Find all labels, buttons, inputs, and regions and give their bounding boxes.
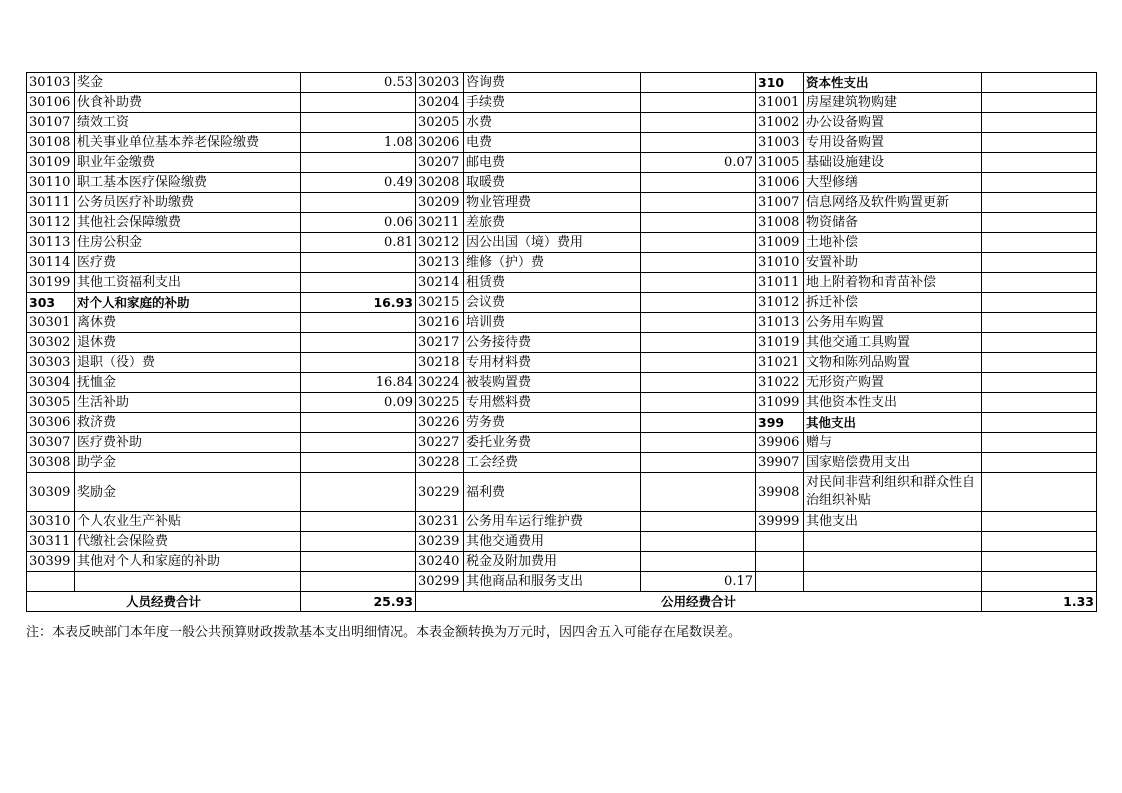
- item-name: 物业管理费: [464, 193, 641, 213]
- table-row: [27, 193, 1097, 213]
- item-code: 31007: [756, 193, 804, 213]
- item-amount: [641, 512, 756, 532]
- item-code: 30106: [27, 93, 75, 113]
- item-name: 物资储备: [804, 213, 982, 233]
- item-name: 退职（役）费: [75, 353, 301, 373]
- item-name: 对个人和家庭的补助: [75, 293, 301, 313]
- item-code: 30199: [27, 273, 75, 293]
- item-name: 公务用车购置: [804, 313, 982, 333]
- item-name: 救济费: [75, 413, 301, 433]
- item-amount: [982, 93, 1097, 113]
- item-amount: [982, 532, 1097, 552]
- item-name: 被装购置费: [464, 373, 641, 393]
- item-code: 30206: [416, 133, 464, 153]
- item-name: 伙食补助费: [75, 93, 301, 113]
- item-code: 31099: [756, 393, 804, 413]
- item-name: 其他对个人和家庭的补助: [75, 552, 301, 572]
- item-amount: [301, 113, 416, 133]
- item-name: 机关事业单位基本养老保险缴费: [75, 133, 301, 153]
- item-name: 土地补偿: [804, 233, 982, 253]
- item-name: 个人农业生产补贴: [75, 512, 301, 532]
- table-row: [27, 373, 1097, 393]
- item-amount: [982, 173, 1097, 193]
- item-code: 399: [756, 413, 804, 433]
- item-amount: [641, 453, 756, 473]
- item-code: [756, 572, 804, 592]
- item-amount: [641, 273, 756, 293]
- item-amount: [301, 333, 416, 353]
- item-amount: [641, 133, 756, 153]
- item-name: 离休费: [75, 313, 301, 333]
- item-name: 专用设备购置: [804, 133, 982, 153]
- item-amount: [982, 473, 1097, 512]
- item-code: 30239: [416, 532, 464, 552]
- item-code: [756, 532, 804, 552]
- table-row: [27, 433, 1097, 453]
- item-name: 工会经费: [464, 453, 641, 473]
- item-code: 30299: [416, 572, 464, 592]
- item-amount: [301, 313, 416, 333]
- item-name: 培训费: [464, 313, 641, 333]
- item-name: 税金及附加费用: [464, 552, 641, 572]
- item-amount: [301, 353, 416, 373]
- item-name: 水费: [464, 113, 641, 133]
- item-name: 对民间非营利组织和群众性自治组织补贴: [804, 473, 982, 512]
- item-code: 30240: [416, 552, 464, 572]
- item-code: [27, 572, 75, 592]
- item-code: 30203: [416, 73, 464, 93]
- table-row: [27, 293, 1097, 313]
- item-code: 30204: [416, 93, 464, 113]
- item-name: 绩效工资: [75, 113, 301, 133]
- item-code: 30218: [416, 353, 464, 373]
- item-amount: 0.53: [301, 73, 416, 93]
- table-row: [27, 213, 1097, 233]
- item-name: 基础设施建设: [804, 153, 982, 173]
- item-name: 其他社会保障缴费: [75, 213, 301, 233]
- item-code: 31008: [756, 213, 804, 233]
- item-amount: [641, 73, 756, 93]
- item-name: 无形资产购置: [804, 373, 982, 393]
- item-name: 劳务费: [464, 413, 641, 433]
- item-code: 30212: [416, 233, 464, 253]
- item-name: 会议费: [464, 293, 641, 313]
- item-code: 303: [27, 293, 75, 313]
- item-amount: [982, 113, 1097, 133]
- item-name: 福利费: [464, 473, 641, 512]
- table-row: [27, 572, 1097, 592]
- item-code: 31006: [756, 173, 804, 193]
- item-name: 邮电费: [464, 153, 641, 173]
- item-amount: [301, 93, 416, 113]
- item-code: 30231: [416, 512, 464, 532]
- item-code: 31005: [756, 153, 804, 173]
- item-code: 31022: [756, 373, 804, 393]
- item-code: 31003: [756, 133, 804, 153]
- table-row: [27, 233, 1097, 253]
- item-code: 30224: [416, 373, 464, 393]
- item-code: 30211: [416, 213, 464, 233]
- item-name: [804, 552, 982, 572]
- item-amount: [641, 93, 756, 113]
- item-code: 30213: [416, 253, 464, 273]
- item-amount: [301, 552, 416, 572]
- item-name: 其他工资福利支出: [75, 273, 301, 293]
- item-code: 30302: [27, 333, 75, 353]
- table-row: [27, 153, 1097, 173]
- item-amount: 16.93: [301, 293, 416, 313]
- table-row: [27, 113, 1097, 133]
- item-name: 职业年金缴费: [75, 153, 301, 173]
- item-amount: [982, 253, 1097, 273]
- item-amount: [982, 393, 1097, 413]
- item-code: 31001: [756, 93, 804, 113]
- item-code: 31002: [756, 113, 804, 133]
- item-code: 30227: [416, 433, 464, 453]
- item-code: 31011: [756, 273, 804, 293]
- item-amount: [301, 512, 416, 532]
- item-code: 30109: [27, 153, 75, 173]
- item-amount: [982, 133, 1097, 153]
- item-name: 退休费: [75, 333, 301, 353]
- item-code: 30217: [416, 333, 464, 353]
- item-name: 取暖费: [464, 173, 641, 193]
- item-code: 39907: [756, 453, 804, 473]
- item-amount: [301, 193, 416, 213]
- table-row: [27, 133, 1097, 153]
- item-amount: [641, 233, 756, 253]
- item-code: 39999: [756, 512, 804, 532]
- item-name: 拆迁补偿: [804, 293, 982, 313]
- table-row: [27, 173, 1097, 193]
- item-amount: [301, 453, 416, 473]
- item-amount: 0.81: [301, 233, 416, 253]
- item-amount: 0.09: [301, 393, 416, 413]
- item-amount: [301, 433, 416, 453]
- item-code: 30309: [27, 473, 75, 512]
- item-amount: [982, 213, 1097, 233]
- item-code: 30209: [416, 193, 464, 213]
- item-name: 租赁费: [464, 273, 641, 293]
- table-row: [27, 473, 1097, 512]
- item-amount: [301, 273, 416, 293]
- table-row: [27, 73, 1097, 93]
- item-amount: [982, 552, 1097, 572]
- item-amount: [641, 413, 756, 433]
- item-name: 差旅费: [464, 213, 641, 233]
- item-amount: 16.84: [301, 373, 416, 393]
- item-amount: [641, 313, 756, 333]
- item-code: 39908: [756, 473, 804, 512]
- item-amount: 0.06: [301, 213, 416, 233]
- item-code: 31010: [756, 253, 804, 273]
- item-amount: [641, 373, 756, 393]
- item-code: 30107: [27, 113, 75, 133]
- item-amount: [982, 273, 1097, 293]
- table-body: [27, 73, 1097, 592]
- item-name: 地上附着物和青苗补偿: [804, 273, 982, 293]
- item-code: 30310: [27, 512, 75, 532]
- item-amount: [982, 233, 1097, 253]
- item-code: 30308: [27, 453, 75, 473]
- item-name: 其他交通工具购置: [804, 333, 982, 353]
- item-code: 30399: [27, 552, 75, 572]
- item-code: 30304: [27, 373, 75, 393]
- item-name: 赠与: [804, 433, 982, 453]
- item-code: 30303: [27, 353, 75, 373]
- item-amount: [982, 293, 1097, 313]
- item-code: 30108: [27, 133, 75, 153]
- item-code: 30229: [416, 473, 464, 512]
- item-code: 31009: [756, 233, 804, 253]
- item-code: 30113: [27, 233, 75, 253]
- item-amount: [982, 413, 1097, 433]
- item-name: 手续费: [464, 93, 641, 113]
- item-name: 维修（护）费: [464, 253, 641, 273]
- item-code: 31012: [756, 293, 804, 313]
- item-amount: [982, 193, 1097, 213]
- item-code: 30110: [27, 173, 75, 193]
- item-amount: [641, 213, 756, 233]
- item-code: 30225: [416, 393, 464, 413]
- item-amount: [641, 253, 756, 273]
- item-name: 医疗费: [75, 253, 301, 273]
- item-amount: [982, 453, 1097, 473]
- item-name: 其他支出: [804, 413, 982, 433]
- item-code: 31019: [756, 333, 804, 353]
- item-amount: [641, 173, 756, 193]
- totals-row: [27, 592, 1097, 612]
- item-name: [75, 572, 301, 592]
- item-amount: [301, 572, 416, 592]
- item-amount: 0.17: [641, 572, 756, 592]
- item-code: 31021: [756, 353, 804, 373]
- item-amount: 1.08: [301, 133, 416, 153]
- item-amount: [301, 532, 416, 552]
- item-amount: 0.49: [301, 173, 416, 193]
- item-name: 其他交通费用: [464, 532, 641, 552]
- item-code: 30114: [27, 253, 75, 273]
- item-name: 大型修缮: [804, 173, 982, 193]
- item-code: 30306: [27, 413, 75, 433]
- table-footnote: 注：本表反映部门本年度一般公共预算财政拨款基本支出明细情况。本表金额转换为万元时，因四舍五入可能存在尾数误差。: [26, 625, 742, 640]
- item-name: 委托业务费: [464, 433, 641, 453]
- table-row: [27, 333, 1097, 353]
- item-name: 因公出国（境）费用: [464, 233, 641, 253]
- item-code: 30311: [27, 532, 75, 552]
- item-amount: [301, 473, 416, 512]
- item-code: 30214: [416, 273, 464, 293]
- item-code: 30207: [416, 153, 464, 173]
- item-name: 公务用车运行维护费: [464, 512, 641, 532]
- table-row: [27, 273, 1097, 293]
- item-name: 专用燃料费: [464, 393, 641, 413]
- item-code: 31013: [756, 313, 804, 333]
- table-row: [27, 313, 1097, 333]
- table-row: [27, 552, 1097, 572]
- item-code: 30208: [416, 173, 464, 193]
- item-code: 30216: [416, 313, 464, 333]
- item-amount: [982, 153, 1097, 173]
- item-name: 其他资本性支出: [804, 393, 982, 413]
- item-name: 国家赔偿费用支出: [804, 453, 982, 473]
- item-amount: [641, 532, 756, 552]
- item-name: 职工基本医疗保险缴费: [75, 173, 301, 193]
- item-name: 奖金: [75, 73, 301, 93]
- item-amount: [982, 433, 1097, 453]
- item-amount: [982, 572, 1097, 592]
- item-name: 文物和陈列品购置: [804, 353, 982, 373]
- item-amount: [982, 313, 1097, 333]
- item-amount: [982, 73, 1097, 93]
- table-row: [27, 253, 1097, 273]
- item-code: [756, 552, 804, 572]
- item-code: 30226: [416, 413, 464, 433]
- item-code: 30305: [27, 393, 75, 413]
- public-total-amount: 1.33: [982, 592, 1097, 612]
- table-row: [27, 512, 1097, 532]
- table-row: [27, 93, 1097, 113]
- item-amount: [641, 333, 756, 353]
- item-code: 30228: [416, 453, 464, 473]
- item-name: 电费: [464, 133, 641, 153]
- item-code: 39906: [756, 433, 804, 453]
- item-name: 其他商品和服务支出: [464, 572, 641, 592]
- item-name: 咨询费: [464, 73, 641, 93]
- item-name: 专用材料费: [464, 353, 641, 373]
- item-amount: [982, 333, 1097, 353]
- item-name: 代缴社会保险费: [75, 532, 301, 552]
- item-amount: [982, 353, 1097, 373]
- item-name: 办公设备购置: [804, 113, 982, 133]
- personnel-total-amount: 25.93: [301, 592, 416, 612]
- item-code: 30307: [27, 433, 75, 453]
- item-amount: 0.07: [641, 153, 756, 173]
- item-amount: [641, 393, 756, 413]
- item-amount: [301, 253, 416, 273]
- item-code: 30301: [27, 313, 75, 333]
- item-code: 310: [756, 73, 804, 93]
- basic-expenditure-table: [26, 72, 1097, 612]
- item-amount: [982, 512, 1097, 532]
- table-row: [27, 532, 1097, 552]
- item-name: 抚恤金: [75, 373, 301, 393]
- item-code: 30205: [416, 113, 464, 133]
- item-code: 30103: [27, 73, 75, 93]
- item-code: 30112: [27, 213, 75, 233]
- item-amount: [641, 193, 756, 213]
- item-amount: [641, 293, 756, 313]
- item-name: [804, 532, 982, 552]
- item-name: 公务接待费: [464, 333, 641, 353]
- table-row: [27, 453, 1097, 473]
- personnel-total-label: 人员经费合计: [27, 592, 301, 612]
- public-total-label: 公用经费合计: [416, 592, 982, 612]
- item-amount: [641, 552, 756, 572]
- table-row: [27, 413, 1097, 433]
- table-row: [27, 353, 1097, 373]
- item-name: 助学金: [75, 453, 301, 473]
- item-amount: [301, 413, 416, 433]
- item-code: 30215: [416, 293, 464, 313]
- item-amount: [641, 473, 756, 512]
- item-name: 奖励金: [75, 473, 301, 512]
- item-code: 30111: [27, 193, 75, 213]
- item-amount: [301, 153, 416, 173]
- item-name: 医疗费补助: [75, 433, 301, 453]
- item-amount: [982, 373, 1097, 393]
- item-amount: [641, 113, 756, 133]
- item-name: 住房公积金: [75, 233, 301, 253]
- item-name: 生活补助: [75, 393, 301, 413]
- item-amount: [641, 433, 756, 453]
- item-amount: [641, 353, 756, 373]
- table-row: [27, 393, 1097, 413]
- item-name: [804, 572, 982, 592]
- item-name: 安置补助: [804, 253, 982, 273]
- item-name: 信息网络及软件购置更新: [804, 193, 982, 213]
- item-name: 其他支出: [804, 512, 982, 532]
- item-name: 房屋建筑物购建: [804, 93, 982, 113]
- item-name: 公务员医疗补助缴费: [75, 193, 301, 213]
- item-name: 资本性支出: [804, 73, 982, 93]
